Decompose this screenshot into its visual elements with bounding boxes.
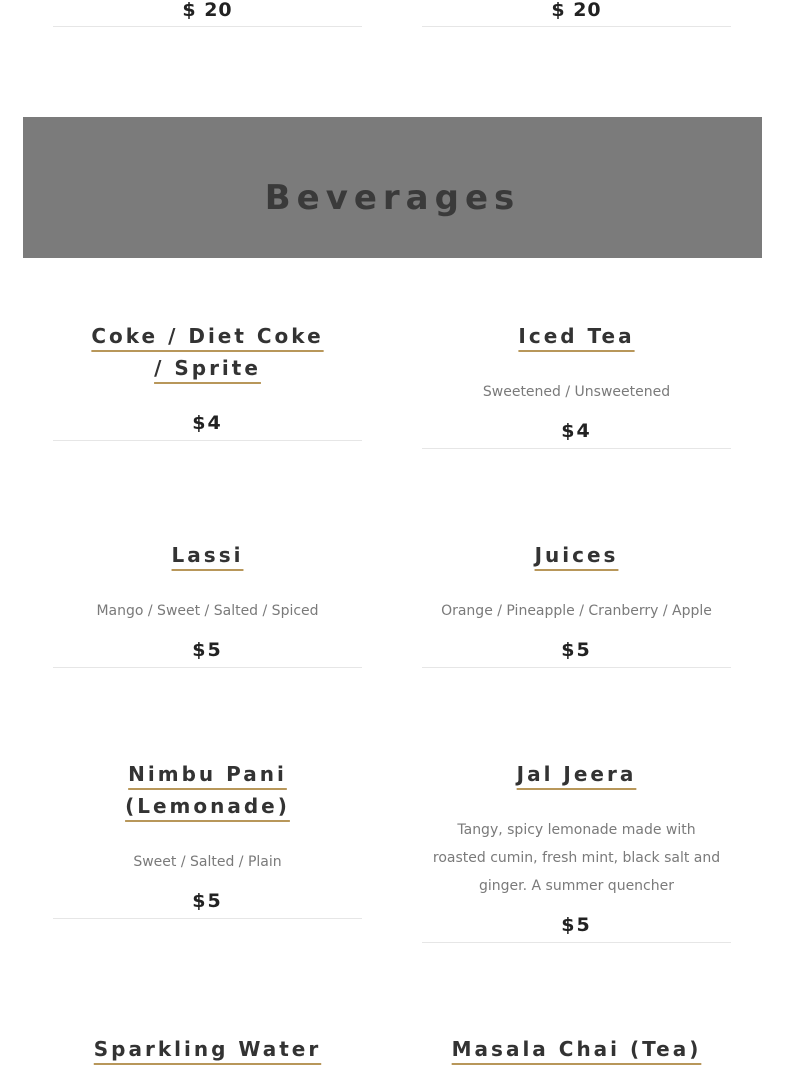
menu-item [422,539,731,668]
menu-item-price: $5 [561,639,592,661]
previous-item-price: $ 20 [551,0,602,21]
menu-item-name: Juices [534,543,619,567]
menu-item-price: $4 [561,420,592,442]
menu-item-description: Orange / Pineapple / Cranberry / Apple [441,603,712,619]
menu-item [53,320,362,441]
divider [422,942,731,943]
divider [422,26,731,27]
menu-item-name: Sparkling Water [93,1037,322,1061]
menu-item-price: $5 [192,639,223,661]
menu-item [422,320,731,449]
divider [422,448,731,449]
menu-item [422,1033,731,1065]
menu-item-description: Sweet / Salted / Plain [133,854,282,870]
menu-item-name: Jal Jeera [516,762,637,786]
divider [53,26,362,27]
menu-item-description: Sweetened / Unsweetened [482,384,671,400]
menu-item [53,1033,362,1065]
previous-item-price: $ 20 [182,0,233,21]
menu-item-description: Tangy, spicy lemonade made with roasted cumin, fresh mint, black salt and ginger. A summer quencher [432,822,721,894]
divider [53,918,362,919]
menu-item-name: Iced Tea [518,324,635,348]
divider [53,667,362,668]
divider [422,667,731,668]
menu-item [422,758,731,943]
menu-item-name: Masala Chai (Tea) [451,1037,702,1061]
section-banner [23,117,762,258]
section-title: Beverages [264,177,521,218]
menu-item-name: Coke / Diet Coke / Sprite [91,324,324,380]
menu-item-name: Nimbu Pani (Lemonade) [125,762,290,818]
menu-item [53,758,362,919]
menu-item-name: Lassi [171,543,244,567]
menu-item-price: $5 [192,890,223,912]
menu-item-price: $5 [561,914,592,936]
menu-item-price: $4 [192,412,223,434]
menu-item-description: Mango / Sweet / Salted / Spiced [96,603,319,619]
menu-item [53,539,362,668]
divider [53,440,362,441]
